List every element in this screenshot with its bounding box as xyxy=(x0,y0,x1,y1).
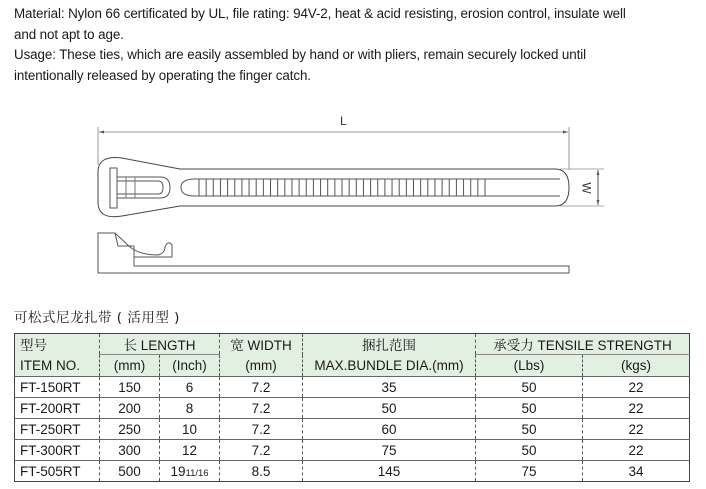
cell-length-mm: 150 xyxy=(100,377,160,398)
cell-length-mm: 200 xyxy=(100,398,160,419)
header-tensile-lbs: (Lbs) xyxy=(476,355,583,377)
cable-tie-diagram xyxy=(0,100,706,290)
cell-width: 8.5 xyxy=(220,461,303,482)
cell-item: FT-300RT xyxy=(15,440,100,461)
header-item-en: ITEM NO. xyxy=(15,355,100,377)
cell-bundle: 75 xyxy=(303,440,476,461)
cell-lbs: 75 xyxy=(476,461,583,482)
table-row xyxy=(15,419,690,440)
table-row xyxy=(15,377,690,398)
usage-line-2: intentionally released by operating the finger catch. xyxy=(14,67,311,83)
cell-bundle: 145 xyxy=(303,461,476,482)
cell-kgs: 22 xyxy=(583,398,690,419)
header-tensile-kgs: (kgs) xyxy=(583,355,690,377)
header-bundle-cn: 捆扎范围 xyxy=(303,334,476,355)
cell-lbs: 50 xyxy=(476,398,583,419)
cell-bundle: 35 xyxy=(303,377,476,398)
cell-lbs: 50 xyxy=(476,419,583,440)
material-line-1: Material: Nylon 66 certificated by UL, file rating: 94V-2, heat & acid resisting, erosion control, insulate well xyxy=(14,6,626,21)
cell-bundle: 50 xyxy=(303,398,476,419)
table-row xyxy=(15,440,690,461)
product-description xyxy=(14,4,704,86)
cable-tie-drawing xyxy=(0,100,706,290)
header-bundle-en: MAX.BUNDLE DIA.(mm) xyxy=(303,355,476,377)
cell-kgs: 22 xyxy=(583,440,690,461)
cell-item: FT-250RT xyxy=(15,419,100,440)
arrow-left-icon xyxy=(99,131,104,134)
strap-ribs xyxy=(199,179,485,196)
cell-item: FT-150RT xyxy=(15,377,100,398)
cell-length-mm: 300 xyxy=(100,440,160,461)
cell-width: 7.2 xyxy=(220,440,303,461)
cell-length-inch: 6 xyxy=(160,377,220,398)
usage-line-1: Usage: These ties, which are easily assembled by hand or with pliers, remain securely locked until xyxy=(14,47,586,62)
header-row-1 xyxy=(15,334,690,355)
cell-item: FT-505RT xyxy=(15,461,100,482)
cell-length-mm: 250 xyxy=(100,419,160,440)
tie-outline xyxy=(98,158,569,217)
header-length: 长 LENGTH xyxy=(100,334,220,355)
cell-width: 7.2 xyxy=(220,419,303,440)
table-caption: 可松式尼龙扎带 ( 活用型 ) xyxy=(14,310,180,326)
header-length-inch: (Inch) xyxy=(160,355,220,377)
cell-length-inch: 12 xyxy=(160,440,220,461)
header-width: 宽 WIDTH xyxy=(220,334,303,355)
cell-length-inch: 8 xyxy=(160,398,220,419)
header-tensile: 承受力 TENSILE STRENGTH xyxy=(476,334,690,355)
cell-kgs: 34 xyxy=(583,461,690,482)
cell-kgs: 22 xyxy=(583,377,690,398)
cell-length-mm: 500 xyxy=(100,461,160,482)
arrow-right-icon xyxy=(563,131,568,134)
width-label: W xyxy=(579,182,594,194)
cell-length-inch: 10 xyxy=(160,419,220,440)
cell-width: 7.2 xyxy=(220,377,303,398)
header-length-mm: (mm) xyxy=(100,355,160,377)
finger-catch-inner xyxy=(117,181,163,194)
cell-lbs: 50 xyxy=(476,440,583,461)
finger-catch-loop xyxy=(117,177,170,198)
header-row-2 xyxy=(15,355,690,377)
lock-plate xyxy=(110,168,117,208)
arrow-up-icon xyxy=(597,170,600,175)
cell-item: FT-200RT xyxy=(15,398,100,419)
cell-width: 7.2 xyxy=(220,398,303,419)
spec-table xyxy=(14,333,690,482)
arrow-down-icon xyxy=(597,200,600,205)
cell-length-inch: 1911/16 xyxy=(160,461,220,482)
length-label: L xyxy=(340,114,347,128)
material-text xyxy=(14,4,704,45)
header-width-mm: (mm) xyxy=(220,355,303,377)
header-item-cn: 型号 xyxy=(15,334,100,355)
usage-text xyxy=(14,45,704,86)
table-row xyxy=(15,398,690,419)
cell-lbs: 50 xyxy=(476,377,583,398)
table-row xyxy=(15,461,690,482)
cell-kgs: 22 xyxy=(583,419,690,440)
tie-side-view xyxy=(98,233,569,273)
cell-bundle: 60 xyxy=(303,419,476,440)
material-line-2: and not apt to age. xyxy=(14,26,124,42)
